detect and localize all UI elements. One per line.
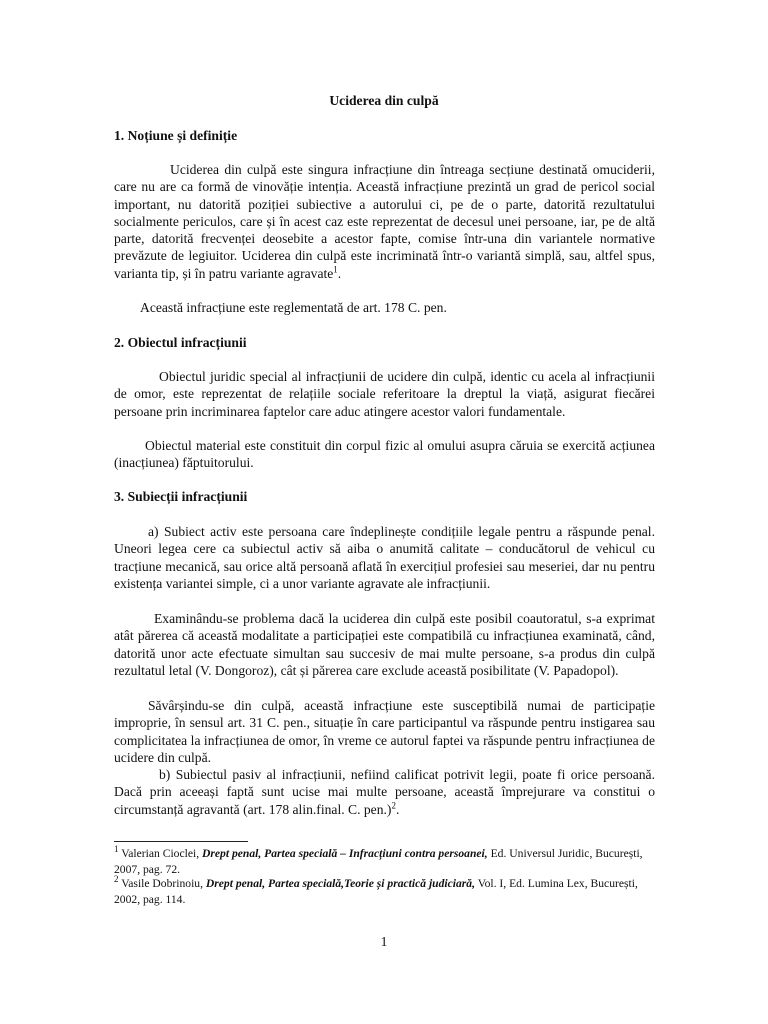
paragraph-definitie: Uciderea din culpă este singura infracțiune din întreaga secțiune destinată omuciderii, care nu are ca formă de vinovăție intenția. Această infracțiune prezintă un grad de pericol social important, nu datorită poziției subiective a autorului ci, pe de o parte, datorită rezultatului socialmente periculos, care și în acest caz este reprezentat de decesul unei persoane, iar, pe de altă parte, datorită frecvenței deosebite a acestor fapte, comise într-una din variantele normative prevăzute de legiuitor. Uciderea din culpă este incriminată într-o variantă simplă, sau, altfel spus, varianta tip, și în patru variante agravate$^1$. <box>114 162 655 281</box>
paragraph-participatie: Săvârșindu-se din culpă, această infracțiune este susceptibilă numai de participație improprie, în sensul art. 31 C. pen., situație în care participantul va răspunde pentru instigarea sau complicitatea la infracțiunea de omor, în vreme ce autorul faptei va răspunde pentru infracțiunea de ucidere din culpă. <box>114 698 655 765</box>
footnote-1-rest: Ed. Universul Juridic, București, 2007, pag. 72. <box>114 847 643 876</box>
page-number: 1 <box>380 934 388 949</box>
paragraph-coautorat: Examinându-se problema dacă la uciderea din culpă este posibil coautoratul, s-a exprimat atât părerea că această modalitate a participației este compatibilă cu infracțiunea examinată, când, datorită unor acte efectuate simultan sau succesiv de mai multe persoane, s-a produs din culpă rezultatul letal (V. Dongoroz), cât și părerea care exclude această posibilitate (V. Papadopol). <box>114 611 655 678</box>
footnote-separator <box>114 841 248 842</box>
page-title: Uciderea din culpă <box>329 93 439 108</box>
footnote-1-work: Drept penal, Partea specială – Infracțiuni contra persoanei, <box>202 847 488 860</box>
paragraph-obiect-juridic: Obiectul juridic special al infracțiunii de ucidere din culpă, identic cu acela al infracțiunii de omor, este reprezentat de relațiile sociale referitoare la dreptul la viață, asigurat fiecărei persoane prin incriminarea faptelor care aduc atingere acestor valori fundamentale. <box>114 369 655 419</box>
section-heading-obiect: 2. Obiectul infracțiunii <box>114 335 247 350</box>
section-heading-subiecti: 3. Subiecții infracțiunii <box>114 489 248 504</box>
footnote-mark-1: 1 <box>114 844 119 855</box>
footnote-2 <box>114 876 655 907</box>
footnote-mark-2: 2 <box>114 874 119 885</box>
footnote-ref-2: 2 <box>391 800 396 811</box>
footnote-2-rest: Vol. I, Ed. Lumina Lex, București, 2002, pag. 114. <box>114 877 638 906</box>
footnote-1 <box>114 846 655 877</box>
paragraph-subiect-pasiv-text: b) Subiectul pasiv al infracțiunii, nefiind calificat potrivit legii, poate fi orice persoană. Dacă prin aceeași faptă sunt ucise mai multe persoane, această împrejurare va constitui o circumstanță agravantă (art. 178 alin.final. C. pen.) <box>114 767 655 817</box>
paragraph-subiect-pasiv: b) Subiectul pasiv al infracțiunii, nefiind calificat potrivit legii, poate fi orice persoană. Dacă prin aceeași faptă sunt ucise mai multe persoane, această împrejurare va constitui o circumstanță agravantă (art. 178 alin.final. C. pen.)$^2$. <box>114 767 655 817</box>
paragraph-obiect-material: Obiectul material este constituit din corpul fizic al omului asupra căruia se exercită acțiunea (inacțiunea) făptuitorului. <box>114 438 655 471</box>
footnote-2-work: Drept penal, Partea specială,Teorie și practică judiciară, <box>205 877 476 890</box>
paragraph-subiect-activ: a) Subiect activ este persoana care îndeplinește condițiile legale pentru a răspunde penal. Uneori legea cere ca subiectul activ să aiba o anumită calitate – conducătorul de vehicul cu tracțiune mecanică, sau orice altă persoană aflată în exercițiul profesiei sau meseriei, dar nu pentru existența variantei simple, ci a unor variante agravate ale infracțiunii. <box>114 524 655 591</box>
footnote-2-author: Vasile Dobrinoiu, <box>121 877 203 890</box>
section-heading-notiune: 1. Noțiune și definiție <box>114 128 238 143</box>
paragraph-reglementare: Această infracțiune este reglementată de art. 178 C. pen. <box>140 300 447 315</box>
footnote-1-author: Valerian Cioclei, <box>121 847 200 860</box>
paragraph-definitie-text: Uciderea din culpă este singura infracțiune din întreaga secțiune destinată omuciderii, care nu are ca formă de vinovăție intenția. Această infracțiune prezintă un grad de pericol social important, nu datorită poziției subiective a autorului ci, pe de o parte, datorită rezultatului socialmente periculos, care și în acest caz este reprezentat de decesul unei persoane, iar, pe de altă parte, datorită frecvenței deosebite a acestor fapte, comise într-una din variantele normative prevăzute de legiuitor. Uciderea din culpă este incriminată într-o variantă simplă, sau, altfel spus, varianta tip, și în patru variante agravate <box>114 162 655 281</box>
footnote-ref-1: 1 <box>333 264 338 275</box>
